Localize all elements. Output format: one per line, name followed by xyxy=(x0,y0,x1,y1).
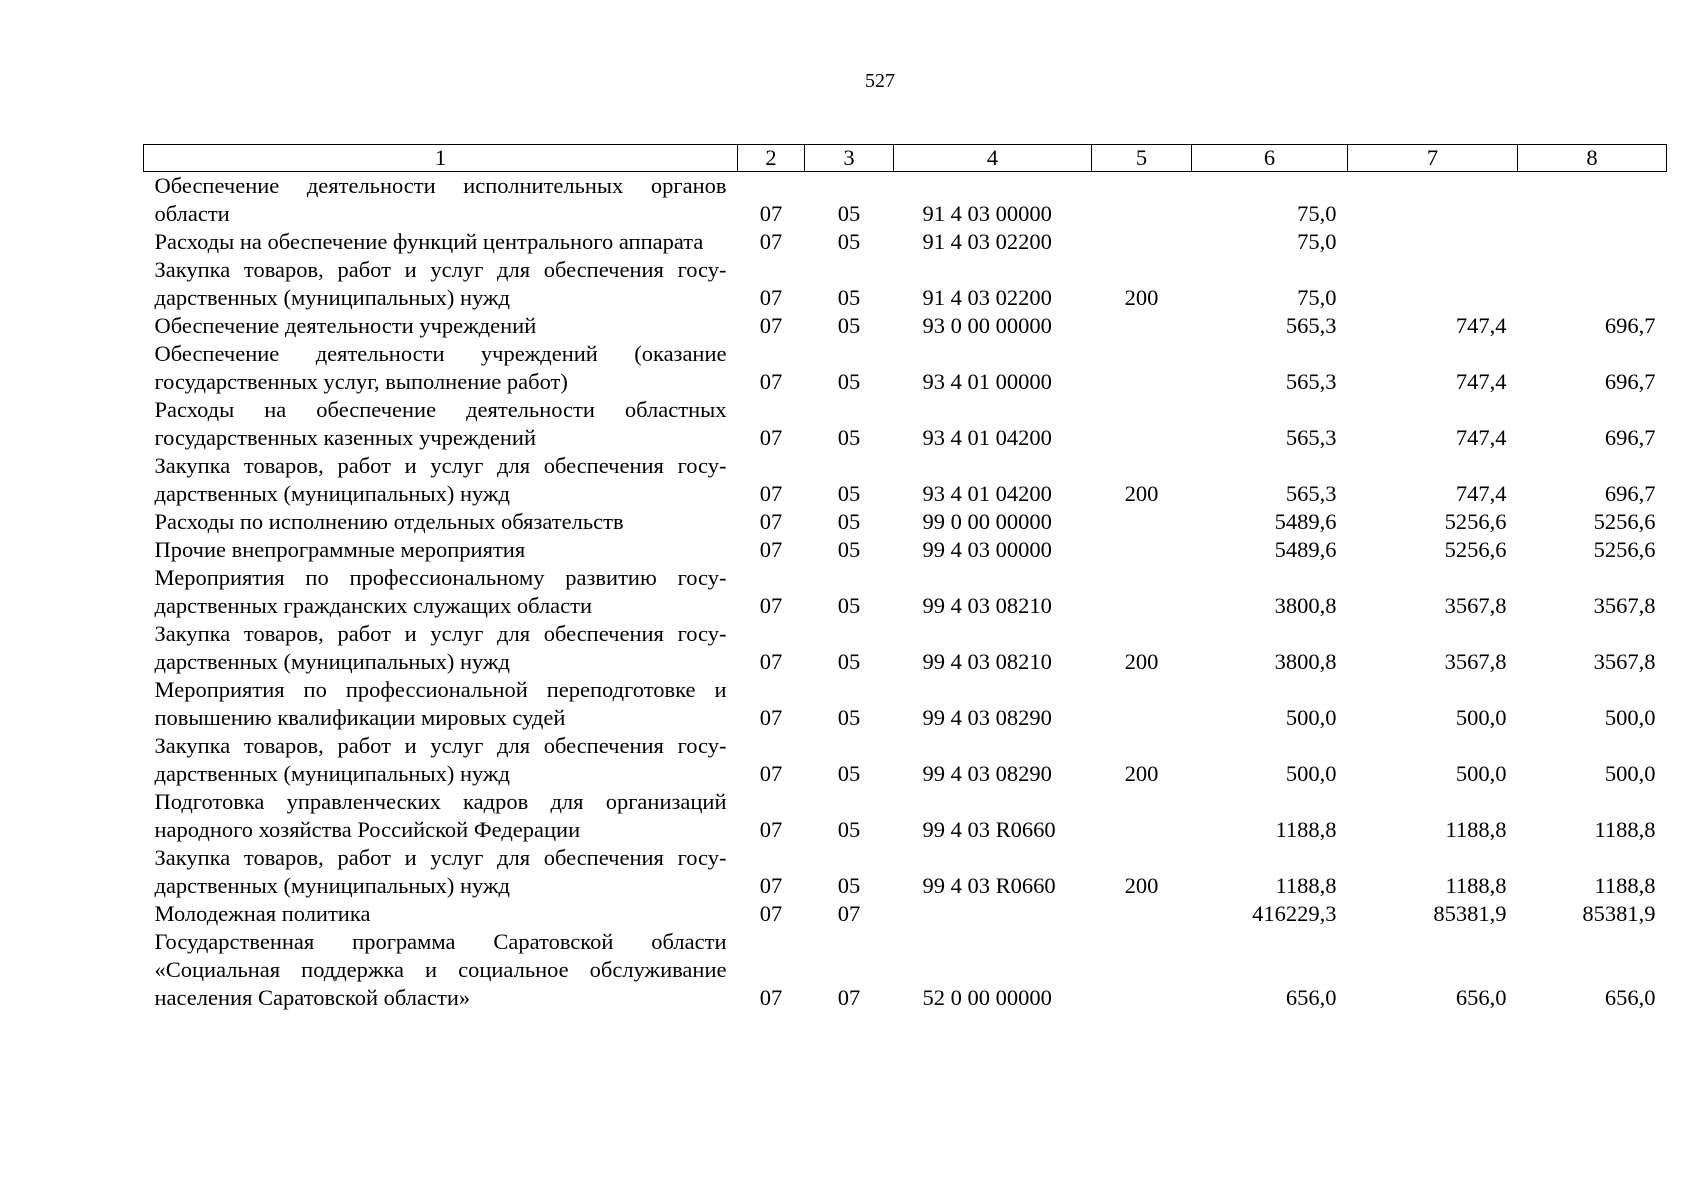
item-description: Подготовка управленческих кадров для организаций народного хозяйства Российской Федерации xyxy=(154,789,727,842)
amount-col-7: 1188,8 xyxy=(1445,817,1507,842)
table-row xyxy=(144,536,1667,564)
header-cell-4: 4 xyxy=(894,145,1092,172)
expense-type-code xyxy=(1092,172,1192,229)
expense-type-code xyxy=(1092,340,1192,396)
amount-col-7: 85381,9 xyxy=(1433,901,1507,926)
target-article-code: 93 4 01 04200 xyxy=(922,425,1052,450)
expense-type-code: 200 xyxy=(1124,873,1159,898)
item-description: Обеспечение деятельности исполнительных органов области xyxy=(154,173,727,226)
amount-col-6: 565,3 xyxy=(1285,425,1337,450)
table-body xyxy=(144,172,1667,1013)
section-code: 07 xyxy=(759,369,783,394)
expense-type-code xyxy=(1092,396,1192,452)
table-row xyxy=(144,228,1667,256)
item-description: Расходы на обеспечение деятельности областных государственных казенных учреждений xyxy=(154,397,727,450)
amount-col-6: 1188,8 xyxy=(1275,873,1337,898)
amount-col-6: 3800,8 xyxy=(1274,593,1337,618)
item-description: Прочие внепрограммные мероприятия xyxy=(154,537,526,562)
item-description: Закупка товаров, работ и услуг для обеспечения государственных (муниципальных) нужд xyxy=(154,845,727,898)
target-article-code xyxy=(894,900,1092,928)
target-article-code: 91 4 03 00000 xyxy=(922,201,1052,226)
table-row xyxy=(144,620,1667,676)
section-code: 07 xyxy=(759,229,783,254)
target-article-code: 99 4 03 08210 xyxy=(922,593,1052,618)
amount-col-8: 1188,8 xyxy=(1594,817,1656,842)
table-header xyxy=(144,145,1667,172)
table-row xyxy=(144,844,1667,900)
item-description: Государственная программа Саратовской области «Социальная поддержка и социальное обслуживание населения Саратовской области» xyxy=(154,929,727,1010)
amount-col-8: 656,0 xyxy=(1604,985,1656,1010)
section-code: 07 xyxy=(759,285,783,310)
amount-col-6: 500,0 xyxy=(1285,761,1337,786)
header-cell-1: 1 xyxy=(144,145,738,172)
target-article-code: 93 4 01 04200 xyxy=(922,481,1052,506)
target-article-code: 93 4 01 00000 xyxy=(922,369,1052,394)
table-row xyxy=(144,900,1667,928)
amount-col-7 xyxy=(1348,172,1518,229)
amount-col-8: 1188,8 xyxy=(1594,873,1656,898)
section-code: 07 xyxy=(759,537,783,562)
amount-col-8: 696,7 xyxy=(1604,425,1656,450)
expense-type-code xyxy=(1092,312,1192,340)
table-row xyxy=(144,788,1667,844)
section-code: 07 xyxy=(759,313,783,338)
item-description: Закупка товаров, работ и услуг для обеспечения государственных (муниципальных) нужд xyxy=(154,621,727,674)
subsection-code: 05 xyxy=(837,817,861,842)
section-code: 07 xyxy=(759,901,783,926)
expense-type-code xyxy=(1092,788,1192,844)
item-description: Мероприятия по профессиональному развитию государственных гражданских служащих области xyxy=(154,565,727,618)
section-code: 07 xyxy=(759,985,783,1010)
amount-col-8: 500,0 xyxy=(1604,761,1656,786)
item-description: Закупка товаров, работ и услуг для обеспечения государственных (муниципальных) нужд xyxy=(154,257,727,310)
item-description: Обеспечение деятельности учреждений (оказание государственных услуг, выполнение работ) xyxy=(154,341,727,394)
target-article-code: 99 4 03 08290 xyxy=(922,761,1052,786)
item-description: Закупка товаров, работ и услуг для обеспечения государственных (муниципальных) нужд xyxy=(154,733,727,786)
section-code: 07 xyxy=(759,201,783,226)
item-description: Молодежная политика xyxy=(154,901,371,926)
subsection-code: 05 xyxy=(837,873,861,898)
table-row xyxy=(144,172,1667,229)
amount-col-6: 565,3 xyxy=(1285,481,1337,506)
section-code: 07 xyxy=(759,873,783,898)
expense-type-code: 200 xyxy=(1124,285,1159,310)
amount-col-7: 747,4 xyxy=(1455,425,1507,450)
header-row xyxy=(144,145,1667,172)
table-row xyxy=(144,312,1667,340)
expense-type-code: 200 xyxy=(1124,761,1159,786)
section-code: 07 xyxy=(759,649,783,674)
section-code: 07 xyxy=(759,817,783,842)
table-row xyxy=(144,452,1667,508)
table-row xyxy=(144,676,1667,732)
amount-col-6: 5489,6 xyxy=(1274,509,1337,534)
expense-type-code xyxy=(1092,900,1192,928)
amount-col-8: 85381,9 xyxy=(1582,901,1656,926)
amount-col-6: 565,3 xyxy=(1285,369,1337,394)
section-code: 07 xyxy=(759,509,783,534)
amount-col-7: 747,4 xyxy=(1455,481,1507,506)
expense-type-code xyxy=(1092,228,1192,256)
expense-type-code xyxy=(1092,536,1192,564)
header-cell-2: 2 xyxy=(738,145,805,172)
expense-type-code: 200 xyxy=(1124,481,1159,506)
amount-col-6: 3800,8 xyxy=(1274,649,1337,674)
amount-col-8: 500,0 xyxy=(1604,705,1656,730)
amount-col-8: 3567,8 xyxy=(1593,649,1656,674)
table-row xyxy=(144,340,1667,396)
subsection-code: 05 xyxy=(837,761,861,786)
subsection-code: 05 xyxy=(837,537,861,562)
section-code: 07 xyxy=(759,761,783,786)
subsection-code: 07 xyxy=(837,901,861,926)
amount-col-8: 696,7 xyxy=(1604,313,1656,338)
amount-col-7: 747,4 xyxy=(1455,313,1507,338)
target-article-code: 91 4 03 02200 xyxy=(922,229,1052,254)
section-code: 07 xyxy=(759,705,783,730)
target-article-code: 93 0 00 00000 xyxy=(922,313,1052,338)
page-number: 527 xyxy=(865,70,895,92)
amount-col-6: 416229,3 xyxy=(1252,901,1337,926)
amount-col-7: 656,0 xyxy=(1455,985,1507,1010)
amount-col-7 xyxy=(1348,256,1518,312)
expense-type-code xyxy=(1092,928,1192,1012)
amount-col-7 xyxy=(1348,228,1518,256)
item-description: Закупка товаров, работ и услуг для обеспечения государственных (муниципальных) нужд xyxy=(154,453,727,506)
subsection-code: 05 xyxy=(837,649,861,674)
amount-col-8 xyxy=(1518,256,1667,312)
amount-col-6: 75,0 xyxy=(1297,285,1337,310)
target-article-code: 99 4 03 08210 xyxy=(922,649,1052,674)
amount-col-7: 3567,8 xyxy=(1444,593,1507,618)
table-row xyxy=(144,256,1667,312)
header-cell-5: 5 xyxy=(1092,145,1192,172)
table-row xyxy=(144,564,1667,620)
budget-table xyxy=(143,144,1667,1012)
header-cell-8: 8 xyxy=(1518,145,1667,172)
amount-col-8: 5256,6 xyxy=(1593,509,1656,534)
table-row xyxy=(144,396,1667,452)
amount-col-6: 656,0 xyxy=(1285,985,1337,1010)
target-article-code: 99 4 03 R0660 xyxy=(922,873,1056,898)
expense-type-code xyxy=(1092,508,1192,536)
amount-col-6: 565,3 xyxy=(1285,313,1337,338)
amount-col-8: 5256,6 xyxy=(1593,537,1656,562)
subsection-code: 05 xyxy=(837,425,861,450)
subsection-code: 05 xyxy=(837,313,861,338)
amount-col-7: 500,0 xyxy=(1455,705,1507,730)
header-cell-7: 7 xyxy=(1348,145,1518,172)
target-article-code: 52 0 00 00000 xyxy=(922,985,1052,1010)
item-description: Мероприятия по профессиональной переподготовке и повышению квалификации мировых судей xyxy=(154,677,727,730)
amount-col-8: 3567,8 xyxy=(1593,593,1656,618)
target-article-code: 99 0 00 00000 xyxy=(922,509,1052,534)
subsection-code: 05 xyxy=(837,705,861,730)
subsection-code: 05 xyxy=(837,285,861,310)
header-cell-6: 6 xyxy=(1192,145,1348,172)
amount-col-7: 500,0 xyxy=(1455,761,1507,786)
subsection-code: 07 xyxy=(837,985,861,1010)
item-description: Расходы на обеспечение функций центрального аппарата xyxy=(154,229,704,254)
subsection-code: 05 xyxy=(837,201,861,226)
section-code: 07 xyxy=(759,481,783,506)
subsection-code: 05 xyxy=(837,593,861,618)
target-article-code: 99 4 03 R0660 xyxy=(922,817,1056,842)
subsection-code: 05 xyxy=(837,509,861,534)
section-code: 07 xyxy=(759,593,783,618)
table-row xyxy=(144,928,1667,1012)
amount-col-7: 1188,8 xyxy=(1445,873,1507,898)
amount-col-7: 5256,6 xyxy=(1444,509,1507,534)
amount-col-6: 1188,8 xyxy=(1275,817,1337,842)
amount-col-8 xyxy=(1518,228,1667,256)
subsection-code: 05 xyxy=(837,369,861,394)
table-row xyxy=(144,732,1667,788)
target-article-code: 99 4 03 08290 xyxy=(922,705,1052,730)
expense-type-code: 200 xyxy=(1124,649,1159,674)
amount-col-6: 500,0 xyxy=(1285,705,1337,730)
expense-type-code xyxy=(1092,564,1192,620)
item-description: Расходы по исполнению отдельных обязательств xyxy=(154,509,624,534)
subsection-code: 05 xyxy=(837,229,861,254)
expense-type-code xyxy=(1092,676,1192,732)
amount-col-8: 696,7 xyxy=(1604,369,1656,394)
header-cell-3: 3 xyxy=(805,145,894,172)
target-article-code: 99 4 03 00000 xyxy=(922,537,1052,562)
target-article-code: 91 4 03 02200 xyxy=(922,285,1052,310)
amount-col-6: 5489,6 xyxy=(1274,537,1337,562)
amount-col-7: 747,4 xyxy=(1455,369,1507,394)
amount-col-7: 3567,8 xyxy=(1444,649,1507,674)
amount-col-6: 75,0 xyxy=(1297,201,1337,226)
item-description: Обеспечение деятельности учреждений xyxy=(154,313,537,338)
amount-col-8 xyxy=(1518,172,1667,229)
amount-col-8: 696,7 xyxy=(1604,481,1656,506)
subsection-code: 05 xyxy=(837,481,861,506)
amount-col-6: 75,0 xyxy=(1297,229,1337,254)
table-row xyxy=(144,508,1667,536)
amount-col-7: 5256,6 xyxy=(1444,537,1507,562)
section-code: 07 xyxy=(759,425,783,450)
